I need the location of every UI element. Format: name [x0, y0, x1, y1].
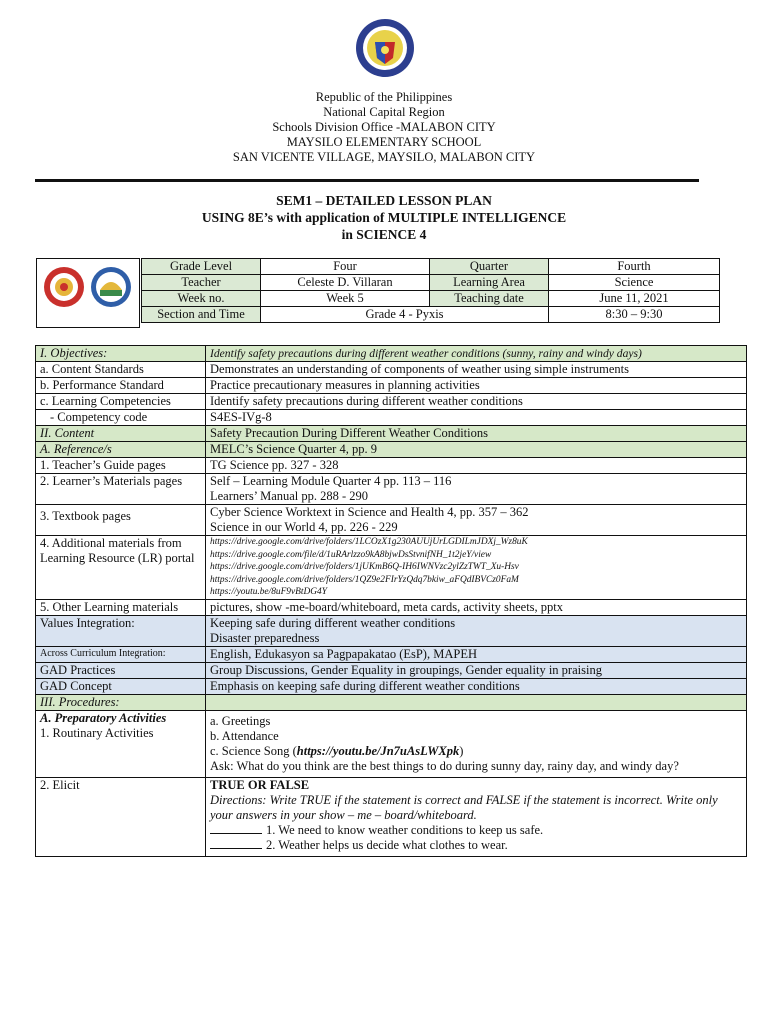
table-row: [36, 710, 747, 777]
week-label: Week no.: [142, 291, 261, 307]
section-value: Grade 4 - Pyxis: [261, 307, 549, 323]
values-line: Disaster preparedness: [210, 630, 320, 645]
values-label: Values Integration:: [36, 615, 206, 646]
routinary-item: [210, 744, 742, 759]
gad-practices-row: [36, 662, 747, 678]
elicit-label: 2. Elicit: [36, 777, 206, 856]
title-line: SEM1 – DETAILED LESSON PLAN: [276, 193, 492, 208]
resource-link[interactable]: https://drive.google.com/drive/folders/1LCOzX1g230AUUjUrLGDILmJDXj_Wz8uK: [210, 537, 528, 547]
table-row: [36, 410, 747, 426]
routinary-label: 1. Routinary Activities: [40, 725, 154, 740]
procedures-spacer: [206, 694, 747, 710]
preparatory-cell: [36, 710, 206, 777]
across-curriculum-value: English, Edukasyon sa Pagpapakatao (EsP), MAPEH: [206, 646, 747, 662]
learners-materials-value: [206, 474, 747, 505]
competency-code-label: - Competency code: [36, 410, 206, 426]
teacher-value: Celeste D. Villaran: [261, 275, 430, 291]
table-row: [36, 505, 747, 536]
gad-practices-value: Group Discussions, Gender Equality in groupings, Gender equality in praising: [206, 662, 747, 678]
science-song-end: ): [459, 743, 464, 758]
textbook-line: Science in our World 4, pp. 226 - 229: [210, 520, 398, 534]
content-value: Safety Precaution During Different Weather Conditions: [206, 426, 747, 442]
header-line: Schools Division Office -MALABON CITY: [272, 120, 496, 134]
learning-competencies-value: Identify safety precautions during different weather conditions: [206, 394, 747, 410]
objectives-row: [36, 346, 747, 362]
elicit-item-text: 1. We need to know weather conditions to keep us safe.: [266, 822, 544, 837]
grade-level-value: Four: [261, 259, 430, 275]
learning-competencies-label: c. Learning Competencies: [36, 394, 206, 410]
textbook-value: [206, 505, 747, 536]
references-row: [36, 442, 747, 458]
table-row: [36, 458, 747, 474]
time-value: 8:30 – 9:30: [549, 307, 720, 323]
resource-links: [206, 536, 747, 600]
answer-blank[interactable]: [210, 833, 262, 834]
header-line: MAYSILO ELEMENTARY SCHOOL: [286, 135, 482, 149]
resource-link[interactable]: https://youtu.be/8uF9vBtDG4Y: [210, 587, 327, 597]
header-divider: [35, 179, 699, 182]
values-row: [36, 615, 747, 646]
header-line: National Capital Region: [323, 105, 445, 119]
across-curriculum-label: Across Curriculum Integration:: [36, 646, 206, 662]
title-line: USING 8E’s with application of MULTIPLE INTELLIGENCE: [201, 210, 567, 225]
teaching-date-value: June 11, 2021: [549, 291, 720, 307]
routinary-item: b. Attendance: [210, 728, 279, 743]
table-row: [36, 394, 747, 410]
header-line: SAN VICENTE VILLAGE, MAYSILO, MALABON CITY: [232, 150, 536, 164]
grade-level-label: Grade Level: [142, 259, 261, 275]
learners-materials-line: Self – Learning Module Quarter 4 pp. 113 – 116: [210, 474, 452, 488]
references-value: MELC’s Science Quarter 4, pp. 9: [206, 442, 747, 458]
content-standards-label: a. Content Standards: [36, 362, 206, 378]
values-line: Keeping safe during different weather conditions: [210, 615, 456, 630]
teaching-date-label: Teaching date: [430, 291, 549, 307]
gad-practices-label: GAD Practices: [36, 662, 206, 678]
preparatory-label: A. Preparatory Activities: [40, 710, 167, 725]
table-row: [36, 777, 747, 856]
table-row: [36, 536, 747, 600]
table-row: [36, 474, 747, 505]
resource-link[interactable]: https://drive.google.com/file/d/1uRArlzzo9kA8bjwDsStvnifNH_1t2jeY/view: [210, 549, 492, 560]
elicit-item: [210, 838, 742, 853]
across-curriculum-row: [36, 646, 747, 662]
other-materials-label: 5. Other Learning materials: [36, 599, 206, 615]
content-label: II. Content: [36, 426, 206, 442]
elicit-value: [206, 777, 747, 856]
performance-standard-label: b. Performance Standard: [36, 378, 206, 394]
table-row: [36, 362, 747, 378]
objectives-value: Identify safety precautions during different weather conditions (sunny, rainy and windy days): [206, 346, 747, 362]
learning-area-value: Science: [549, 275, 720, 291]
elicit-item-text: 2. Weather helps us decide what clothes to wear.: [266, 837, 508, 852]
learners-materials-line: Learners’ Manual pp. 288 - 290: [210, 489, 369, 503]
science-song-link[interactable]: https://youtu.be/Jn7uAsLWXpk: [296, 743, 460, 758]
lesson-plan-table: [35, 345, 747, 857]
learning-area-label: Learning Area: [430, 275, 549, 291]
table-row: [36, 599, 747, 615]
division-seal-icon: [90, 266, 132, 308]
competency-code-value: S4ES-IVg-8: [206, 410, 747, 426]
lesson-info-table: [141, 258, 720, 323]
values-value: [206, 615, 747, 646]
learners-materials-label: 2. Learner’s Materials pages: [36, 474, 206, 505]
table-row: [142, 275, 720, 291]
content-row: [36, 426, 747, 442]
teachers-guide-label: 1. Teacher’s Guide pages: [36, 458, 206, 474]
table-row: [142, 259, 720, 275]
title-line: in SCIENCE 4: [341, 227, 427, 242]
elicit-title: TRUE OR FALSE: [210, 777, 310, 792]
textbook-label: 3. Textbook pages: [36, 505, 206, 536]
document-title: [0, 192, 768, 243]
elicit-item: [210, 823, 742, 838]
elicit-directions: Directions: Write TRUE if the statement is correct and FALSE if the statement is incorrect. Write only your answers in your show – me – board/whiteboard.: [210, 792, 718, 822]
gad-concept-value: Emphasis on keeping safe during different weather conditions: [206, 678, 747, 694]
section-label: Section and Time: [142, 307, 261, 323]
routinary-item: a. Greetings: [210, 713, 271, 728]
quarter-value: Fourth: [549, 259, 720, 275]
procedures-label: III. Procedures:: [36, 694, 206, 710]
header-line: Republic of the Philippines: [315, 90, 453, 104]
procedures-row: [36, 694, 747, 710]
school-seal-icon: [43, 266, 85, 308]
school-logos: [36, 258, 140, 328]
routinary-value: [206, 710, 747, 777]
gad-concept-row: [36, 678, 747, 694]
resource-link[interactable]: https://drive.google.com/drive/folders/1QZ9e2FIrYzQdq7bkiw_aFQdIBVCz0FaM: [210, 574, 519, 585]
letterhead: [0, 90, 768, 165]
content-standards-value: Demonstrates an understanding of components of weather using simple instruments: [206, 362, 747, 378]
performance-standard-value: Practice precautionary measures in planning activities: [206, 378, 747, 394]
table-row: [142, 291, 720, 307]
other-materials-value: pictures, show -me-board/whiteboard, meta cards, activity sheets, pptx: [206, 599, 747, 615]
table-row: [36, 378, 747, 394]
resource-link[interactable]: https://drive.google.com/drive/folders/1jUKmB6Q-IH6IWNVzc2ylZzTWT_Xu-Hsv: [210, 562, 519, 572]
gad-concept-label: GAD Concept: [36, 678, 206, 694]
objectives-label: I. Objectives:: [36, 346, 206, 362]
deped-seal-icon: [355, 18, 415, 78]
week-value: Week 5: [261, 291, 430, 307]
science-song-text: c. Science Song (: [210, 743, 297, 758]
additional-materials-label: 4. Additional materials from Learning Resource (LR) portal: [36, 536, 206, 600]
table-row: [142, 307, 720, 323]
quarter-label: Quarter: [430, 259, 549, 275]
routinary-question: Ask: What do you think are the best things to do during sunny day, rainy day, and windy day?: [210, 758, 679, 773]
answer-blank[interactable]: [210, 848, 262, 849]
teacher-label: Teacher: [142, 275, 261, 291]
teachers-guide-value: TG Science pp. 327 - 328: [206, 458, 747, 474]
references-label: A. Reference/s: [36, 442, 206, 458]
textbook-line: Cyber Science Worktext in Science and Health 4, pp. 357 – 362: [210, 505, 529, 519]
